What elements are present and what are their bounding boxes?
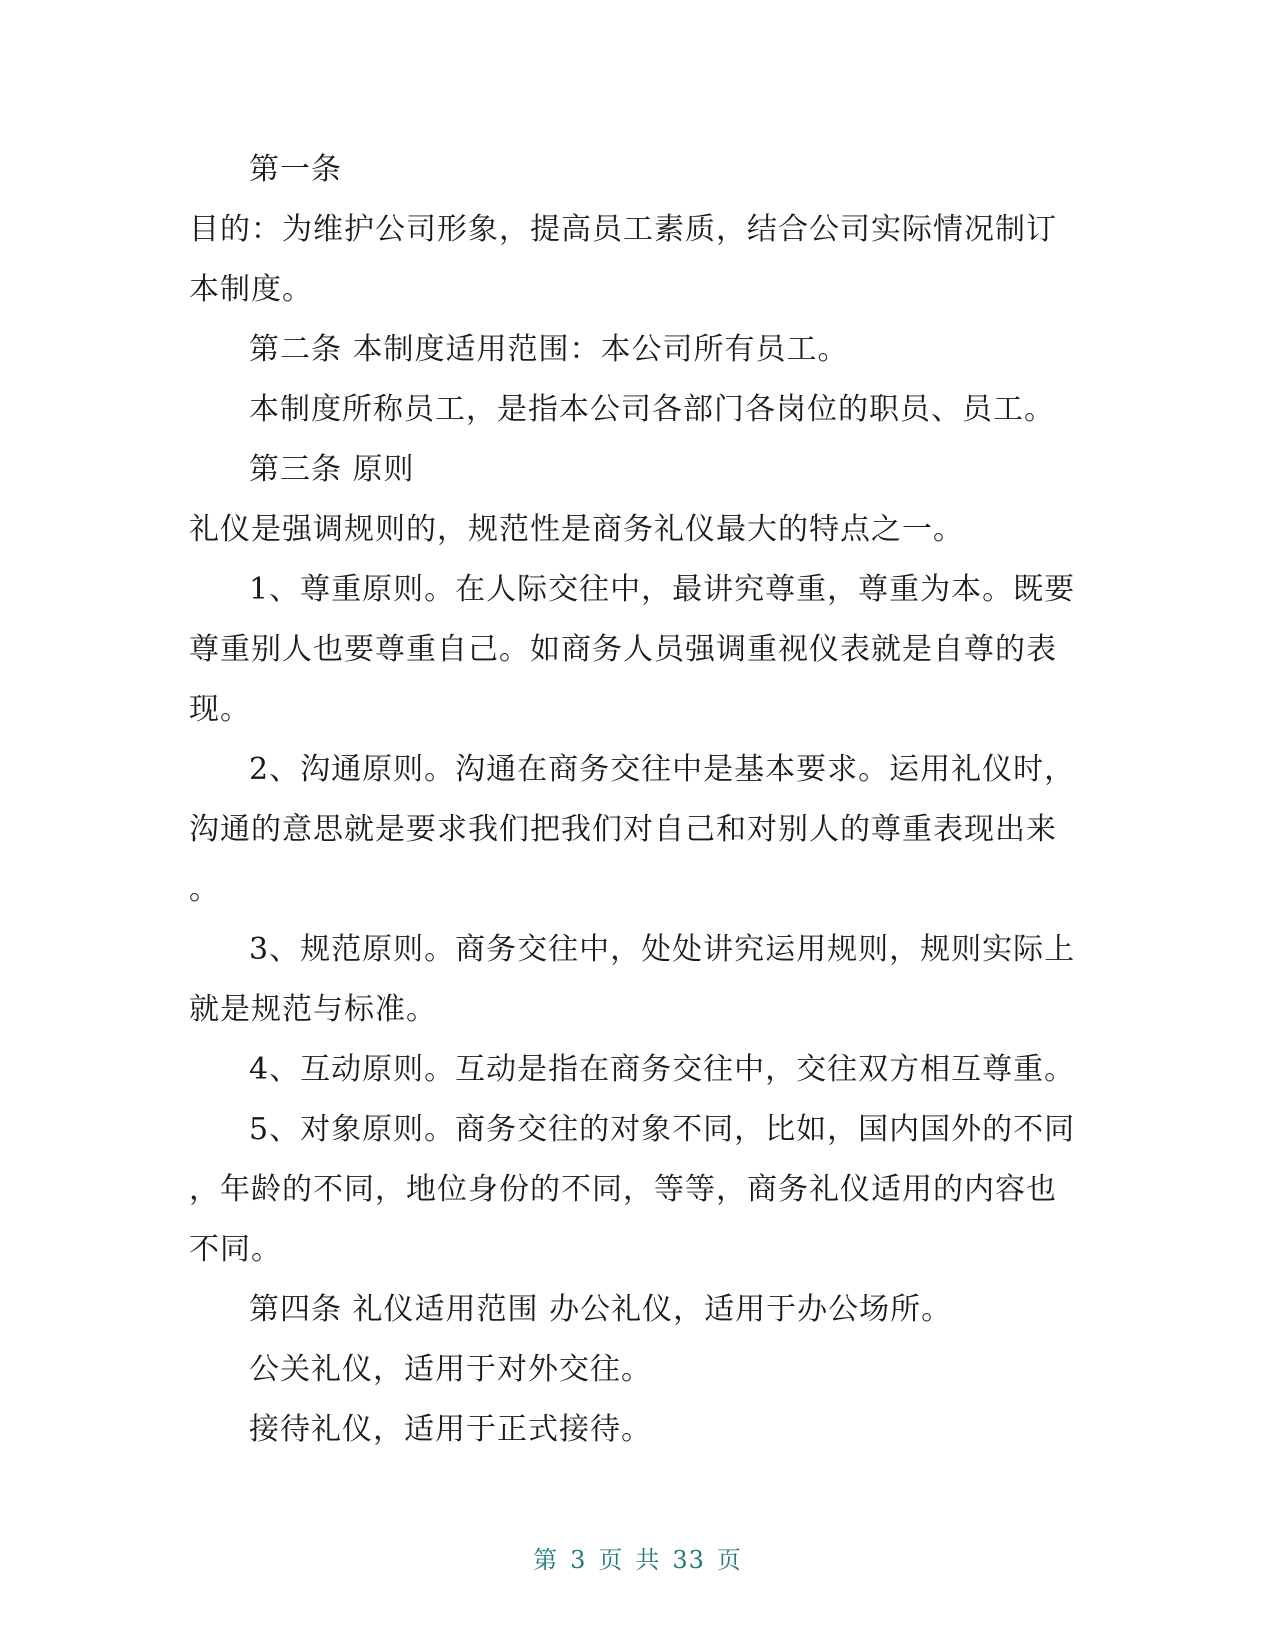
principle-1-line: 1、尊重原则。在人际交往中，最讲究尊重，尊重为本。既要 — [249, 572, 1076, 607]
paragraph-line: 公关礼仪，适用于对外交往。 — [249, 1352, 652, 1387]
principle-4-line: 4、互动原则。互动是指在商务交往中，交往双方相互尊重。 — [249, 1052, 1076, 1087]
footer-label: 第 — [533, 1546, 559, 1574]
article-4-heading: 第四条 礼仪适用范围 办公礼仪，适用于办公场所。 — [249, 1292, 953, 1327]
article-2-heading: 第二条 本制度适用范围：本公司所有员工。 — [249, 332, 849, 367]
total-pages-number: 33 — [672, 1546, 705, 1574]
footer-label: 共 — [635, 1546, 661, 1574]
article-1-heading: 第一条 — [249, 152, 342, 187]
footer-label: 页 — [716, 1546, 742, 1574]
paragraph-line: ，年龄的不同，地位身份的不同，等等，商务礼仪适用的内容也 — [189, 1172, 1057, 1207]
document-body — [189, 140, 1089, 1460]
principle-5-line: 5、对象原则。商务交往的对象不同，比如，国内国外的不同 — [249, 1112, 1076, 1147]
footer-label: 页 — [598, 1546, 624, 1574]
paragraph-line: 尊重别人也要尊重自己。如商务人员强调重视仪表就是自尊的表 — [189, 632, 1057, 667]
paragraph-line: 。 — [189, 872, 220, 907]
paragraph-line: 现。 — [189, 692, 251, 727]
paragraph-line: 礼仪是强调规则的，规范性是商务礼仪最大的特点之一。 — [189, 512, 964, 547]
paragraph-line: 本制度所称员工，是指本公司各部门各岗位的职员、员工。 — [249, 392, 1055, 427]
paragraph-line: 目的：为维护公司形象，提高员工素质，结合公司实际情况制订 — [189, 212, 1057, 247]
paragraph-line: 不同。 — [189, 1232, 282, 1267]
current-page-number: 3 — [570, 1546, 587, 1574]
paragraph-line: 就是规范与标准。 — [189, 992, 437, 1027]
principle-3-line: 3、规范原则。商务交往中，处处讲究运用规则，规则实际上 — [249, 932, 1076, 967]
paragraph-line: 沟通的意思就是要求我们把我们对自己和对别人的尊重表现出来 — [189, 812, 1057, 847]
article-3-heading: 第三条 原则 — [249, 452, 415, 487]
page-footer — [0, 1540, 1275, 1575]
paragraph-line: 接待礼仪，适用于正式接待。 — [249, 1412, 652, 1447]
paragraph-line: 本制度。 — [189, 272, 313, 307]
principle-2-line: 2、沟通原则。沟通在商务交往中是基本要求。运用礼仪时， — [249, 752, 1076, 787]
